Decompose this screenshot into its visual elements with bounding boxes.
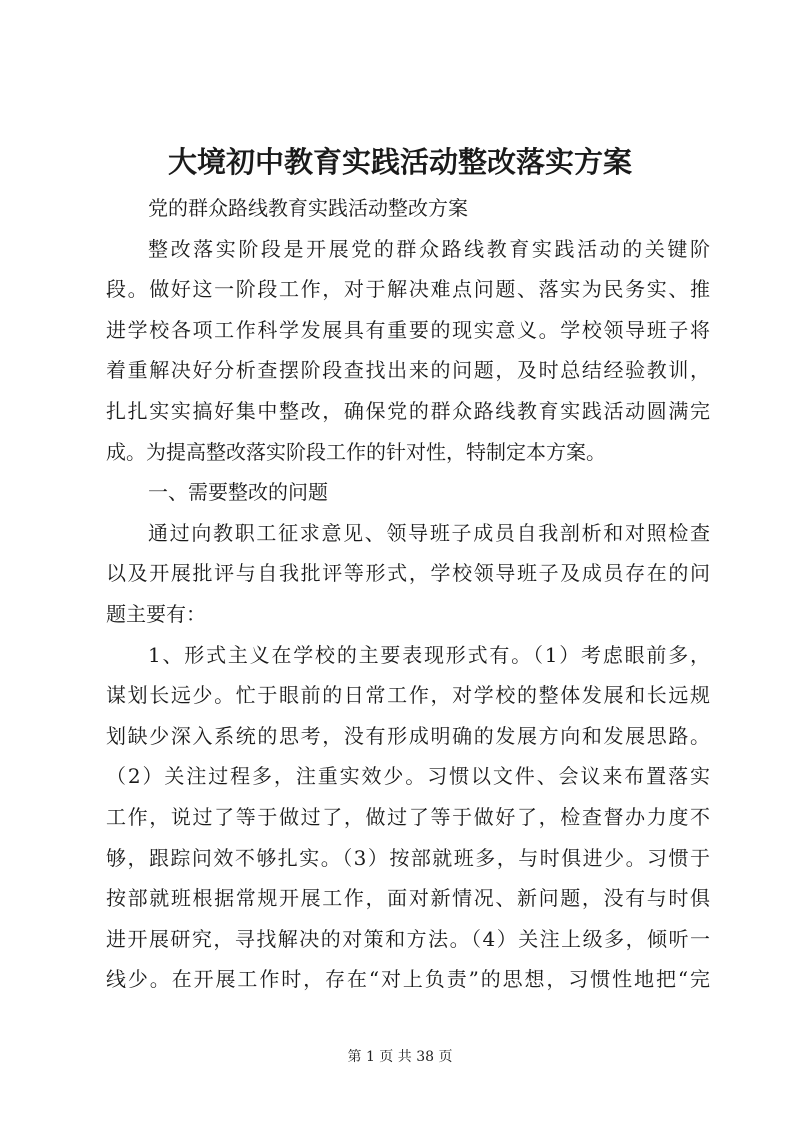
- body-line: 1、形式主义在学校的主要表现形式有。（1）考虑眼前多，: [148, 642, 710, 667]
- body-line: 工作，说过了等于做过了，做过了等于做好了，检查督办力度不: [106, 804, 710, 829]
- document-body: [106, 188, 710, 1000]
- document-title: 大境初中教育实践活动整改落实方案: [167, 145, 632, 179]
- body-line: 以及开展批评与自我批评等形式，学校领导班子及成员存在的问: [106, 561, 710, 586]
- page-footer: 第 1 页 共 38 页: [347, 1049, 453, 1065]
- body-line: 谋划长远少。忙于眼前的日常工作，对学校的整体发展和长远规: [106, 683, 710, 708]
- body-line: 够，跟踪问效不够扎实。（3）按部就班多，与时俱进少。习惯于: [106, 845, 710, 870]
- body-line: 着重解决好分析查摆阶段查找出来的问题，及时总结经验教训，: [106, 358, 710, 383]
- body-line: 党的群众路线教育实践活动整改方案: [148, 196, 468, 220]
- body-line: 题主要有：: [106, 601, 206, 626]
- body-line: 成。为提高整改落实阶段工作的针对性，特制定本方案。: [106, 439, 606, 464]
- section-heading: 一、需要整改的问题: [148, 480, 328, 505]
- body-line: 划缺少深入系统的思考，没有形成明确的发展方向和发展思路。: [106, 723, 710, 748]
- body-line: 进学校各项工作科学发展具有重要的现实意义。学校领导班子将: [106, 317, 710, 342]
- body-line: （2）关注过程多，注重实效少。习惯以文件、会议来布置落实: [106, 764, 710, 789]
- body-line: 段。做好这一阶段工作，对于解决难点问题、落实为民务实、推: [106, 277, 710, 302]
- body-line: 线少。在开展工作时，存在“对上负责”的思想，习惯性地把“完: [106, 967, 710, 992]
- body-line: 按部就班根据常规开展工作，面对新情况、新问题，没有与时俱: [106, 886, 710, 911]
- body-line: 进开展研究，寻找解决的对策和方法。（4）关注上级多，倾听一: [106, 926, 710, 951]
- body-line: 扎扎实实搞好集中整改，确保党的群众路线教育实践活动圆满完: [106, 398, 710, 423]
- body-line: 整改落实阶段是开展党的群众路线教育实践活动的关键阶: [148, 236, 710, 261]
- body-line: 通过向教职工征求意见、领导班子成员自我剖析和对照检查: [148, 520, 710, 545]
